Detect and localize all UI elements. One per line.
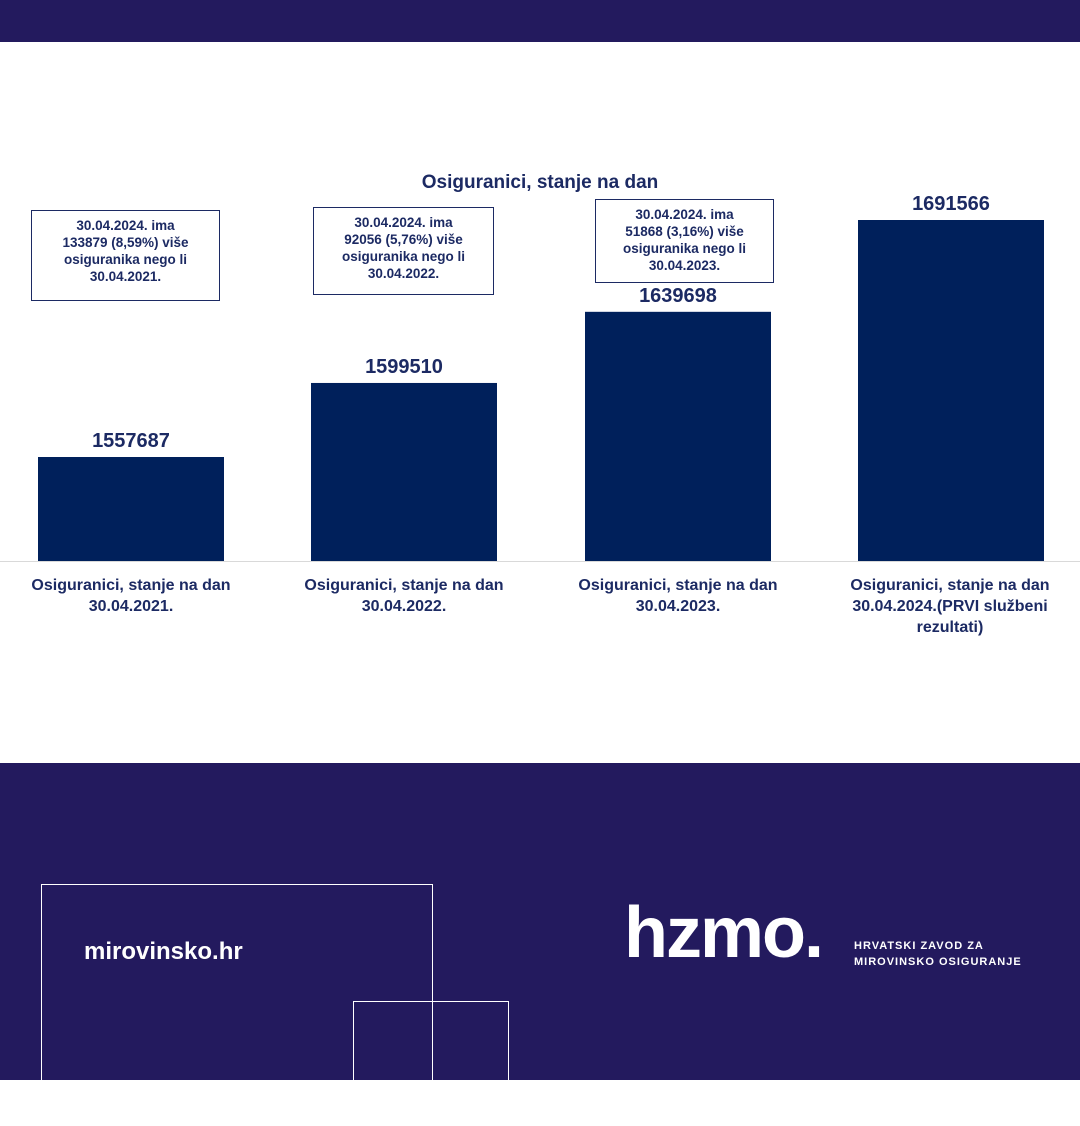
bar-2 xyxy=(311,383,497,561)
category-label-2023: Osiguranici, stanje na dan 30.04.2023. xyxy=(578,577,778,615)
chart-area xyxy=(0,42,1080,763)
top-band xyxy=(0,0,1080,42)
callout-2022: 30.04.2024. ima 92056 (5,76%) više osiguranika nego li 30.04.2022. xyxy=(313,207,494,295)
logo-tagline: HRVATSKI ZAVOD ZA MIROVINSKO OSIGURANJE xyxy=(854,940,1022,968)
callout-2021: 30.04.2024. ima 133879 (8,59%) više osiguranika nego li 30.04.2021. xyxy=(31,210,220,301)
bar-plot xyxy=(0,42,1080,763)
bar-3 xyxy=(585,312,771,561)
footer xyxy=(0,763,1080,1080)
site-link[interactable]: mirovinsko.hr xyxy=(84,938,243,965)
bar-value-label-4: 1691566 xyxy=(912,193,990,215)
hzmo-logo: hzmo. xyxy=(624,893,822,973)
category-label-2024: Osiguranici, stanje na dan 30.04.2024.(PRVI službeni rezultati) xyxy=(850,577,1050,636)
bar-1 xyxy=(38,457,224,561)
chart-title: Osiguranici, stanje na dan xyxy=(421,172,659,193)
bar-value-label-1: 1557687 xyxy=(92,430,170,452)
category-label-2021: Osiguranici, stanje na dan 30.04.2021. xyxy=(31,577,231,615)
callout-2023: 30.04.2024. ima 51868 (3,16%) više osiguranika nego li 30.04.2023. xyxy=(595,199,774,283)
decorative-frame-small xyxy=(353,1001,509,1123)
bar-4 xyxy=(858,220,1044,561)
category-label-2022: Osiguranici, stanje na dan 30.04.2022. xyxy=(304,577,504,615)
bar-value-label-2: 1599510 xyxy=(365,355,443,378)
bar-value-label-3: 1639698 xyxy=(639,284,717,307)
